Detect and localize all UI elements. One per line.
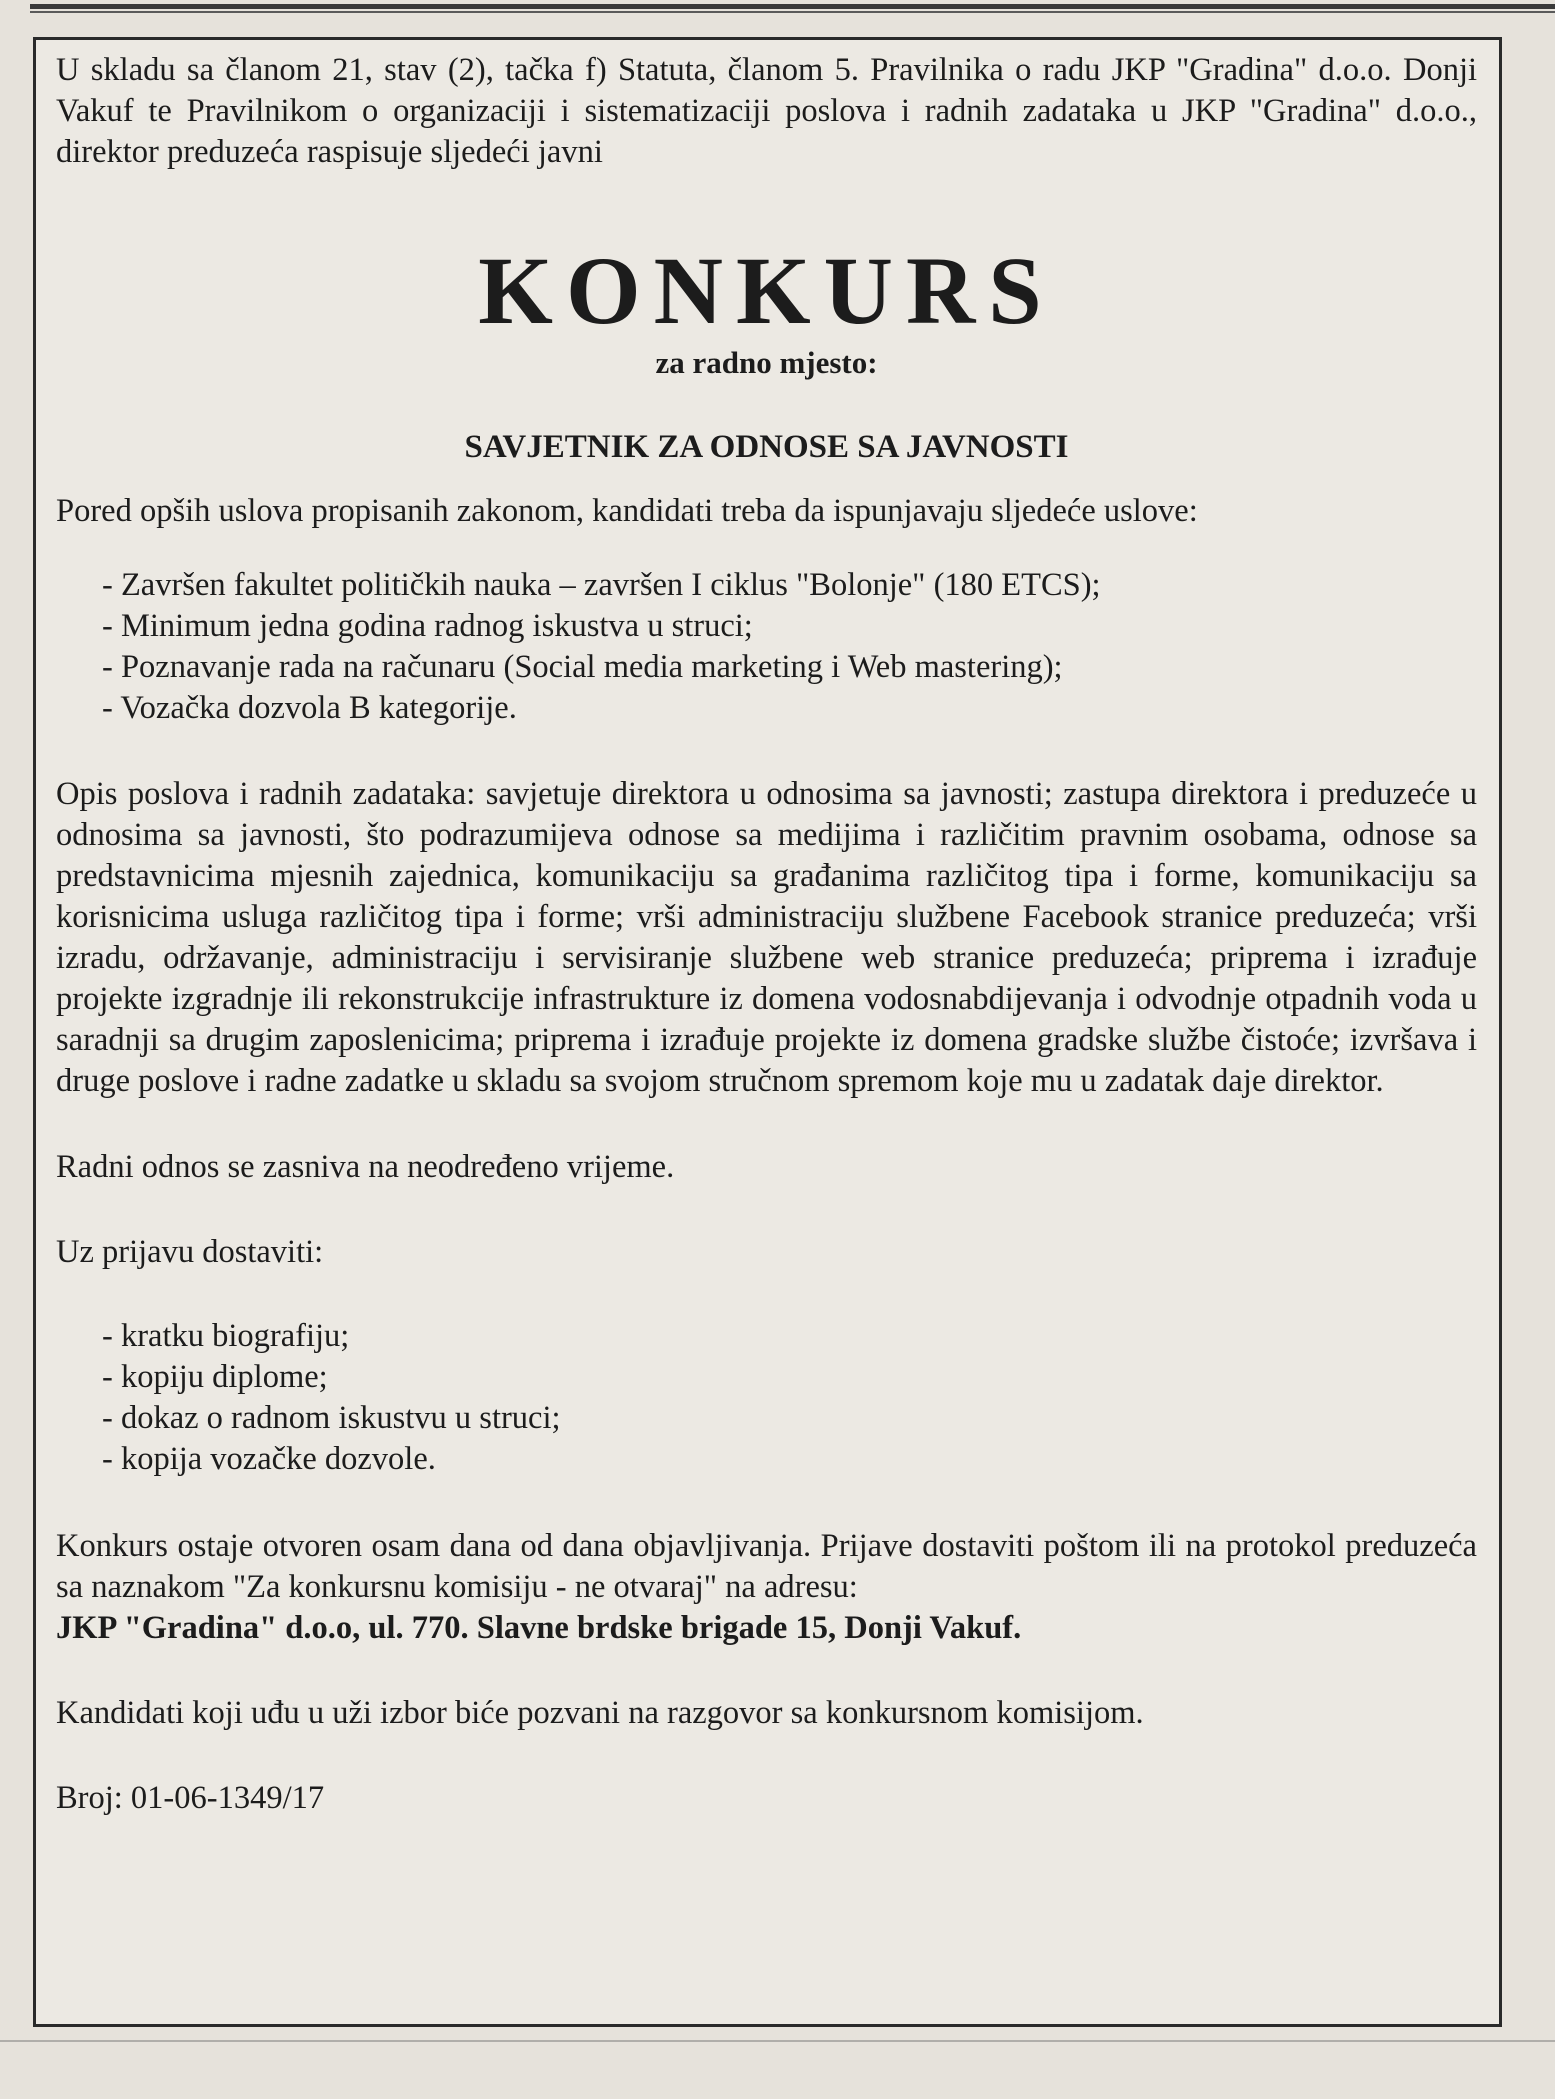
reference-number: Broj: 01-06-1349/17 — [56, 1780, 325, 1816]
document-item: - kopiju diplome; — [102, 1359, 328, 1395]
selection-note: Kandidati koji uđu u uži izbor biće pozvani na razgovor sa konkursnom komisijom. — [56, 1695, 1144, 1731]
conditions-list — [56, 565, 1477, 729]
ad-subtitle: za radno mjesto: — [655, 345, 878, 380]
top-rule-thin — [30, 11, 1555, 13]
employment-type: Radni odnos se zasniva na neodređeno vrijeme. — [56, 1149, 675, 1185]
bottom-rule — [0, 2040, 1555, 2042]
submit-intro: Uz prijavu dostaviti: — [56, 1234, 324, 1270]
ad-title: KONKURS — [478, 237, 1055, 344]
condition-item: - Završen fakultet političkih nauka – završen I ciklus "Bolonje" (180 ETCS); — [102, 567, 1101, 603]
documents-list — [56, 1316, 1477, 1480]
intro-paragraph: U skladu sa članom 21, stav (2), tačka f) Statuta, članom 5. Pravilnika o radu JKP "Gradina" d.o.o. Donji Vakuf te Pravilnikom o organizaciji i sistematizaciji poslova i radnih zadataka u JKP "Gradina" d.o.o., direktor preduzeća raspisuje sljedeći javni — [56, 52, 1477, 170]
deadline-paragraph: Konkurs ostaje otvoren osam dana od dana objavljivanja. Prijave dostaviti poštom ili na protokol preduzeća sa naznakom "Za konkursnu komisiju - ne otvaraj" na adresu: — [56, 1528, 1477, 1605]
document-item: - kopija vozačke dozvole. — [102, 1441, 436, 1477]
position-title: SAVJETNIK ZA ODNOSE SA JAVNOSTI — [464, 429, 1069, 465]
condition-item: - Minimum jedna godina radnog iskustva u struci; — [102, 608, 753, 644]
job-ad-box — [33, 37, 1502, 2027]
document-item: - kratku biografiju; — [102, 1318, 350, 1354]
conditions-intro: Pored opših uslova propisanih zakonom, kandidati treba da ispunjavaju sljedeće uslove: — [56, 493, 1198, 529]
submission-address: JKP "Gradina" d.o.o, ul. 770. Slavne brdske brigade 15, Donji Vakuf. — [56, 1610, 1022, 1646]
top-rule-thick — [30, 4, 1555, 9]
job-description: Opis poslova i radnih zadataka: savjetuje direktora u odnosima sa javnosti; zastupa direktora i preduzeće u odnosima sa javnosti, što podrazumijeva odnose sa medijima i različitim pravnim osobama, odnose sa predstavnicima mjesnih zajednica, komunikaciju sa građanima različitog tipa i forme, komunikaciju sa korisnicima usluga različitog tipa i forme; vrši administraciju službene Facebook stranice preduzeća; vrši izradu, održavanje, administraciju i servisiranje službene web stranice preduzeća; priprema i izrađuje projekte izgradnje ili rekonstrukcije infrastrukture iz domena vodosnabdijevanja i odvodnje otpadnih voda u saradnji sa drugim zaposlenicima; priprema i izrađuje projekte iz domena gradske službe čistoće; izvršava i druge poslove i radne zadatke u skladu sa svojom stručnom spremom koje mu u zadatak daje direktor. — [56, 776, 1477, 1099]
condition-item: - Vozačka dozvola B kategorije. — [102, 690, 517, 726]
top-rules — [0, 0, 1555, 20]
condition-item: - Poznavanje rada na računaru (Social media marketing i Web mastering); — [102, 649, 1063, 685]
document-item: - dokaz o radnom iskustvu u struci; — [102, 1400, 561, 1436]
